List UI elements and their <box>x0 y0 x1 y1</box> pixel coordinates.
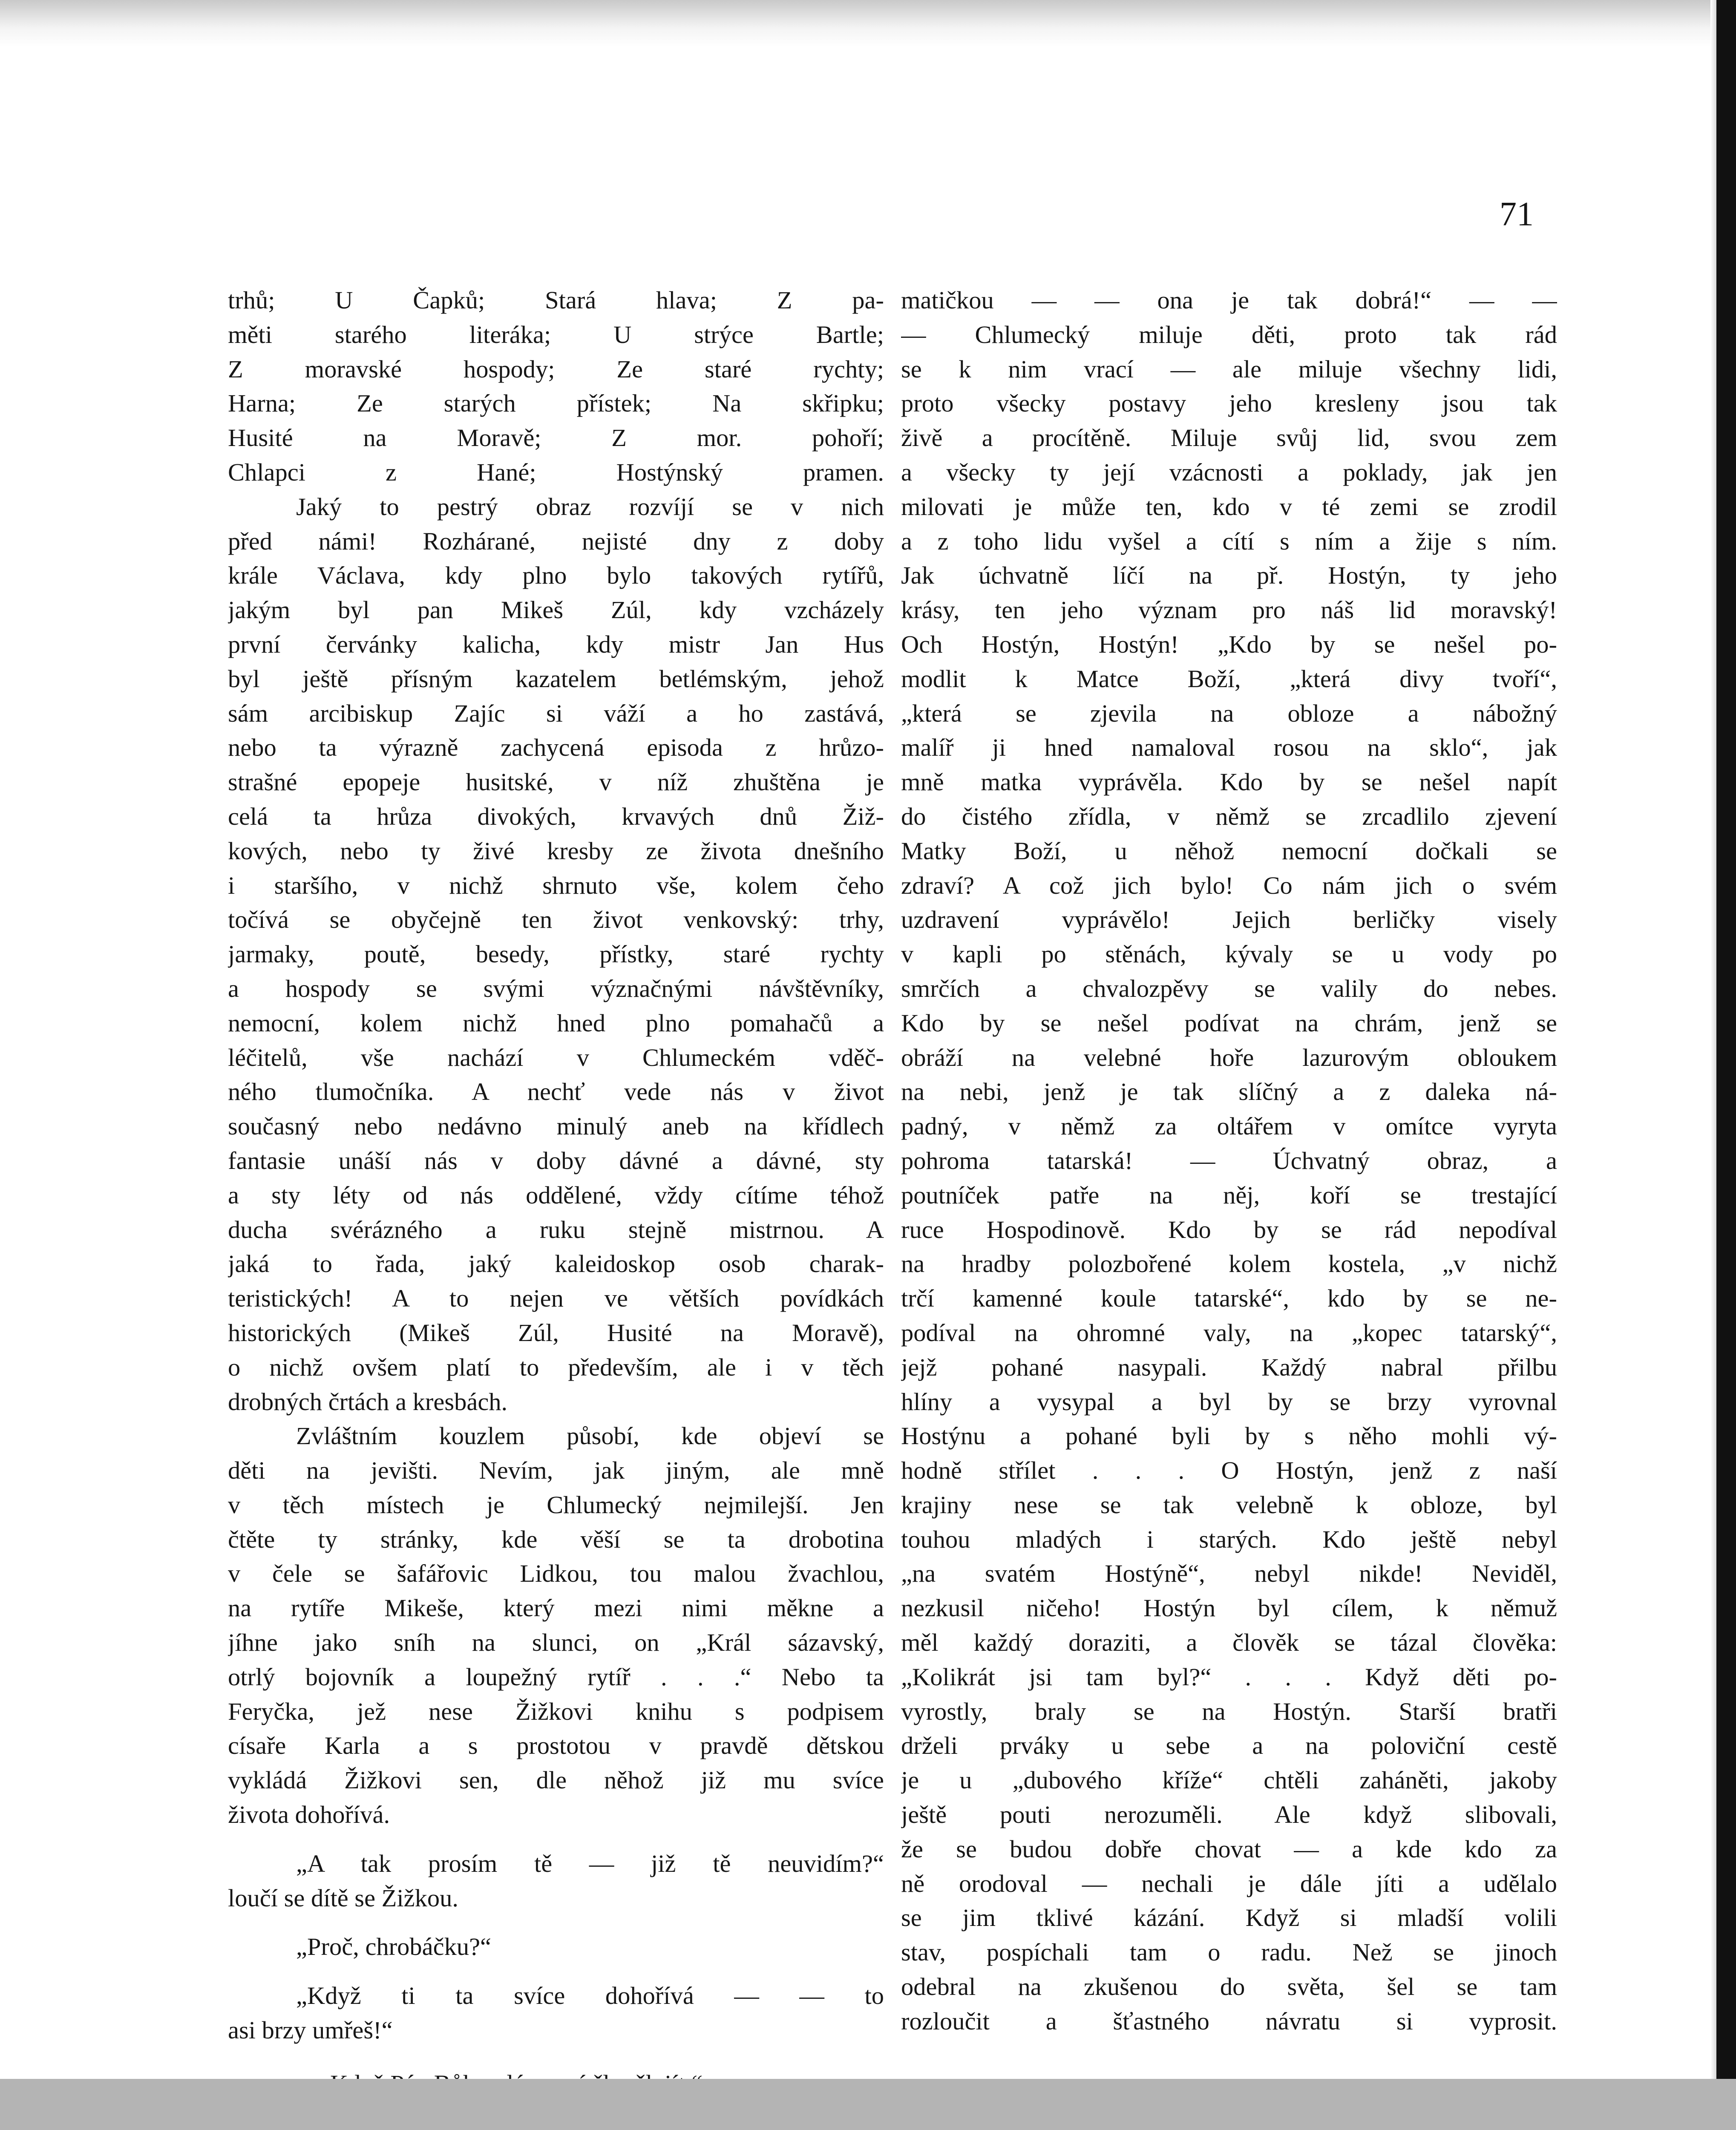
text-line: jejž pohané nasypali. Každý nabral přilbu <box>901 1353 1557 1381</box>
text-line: a hospody se svými význačnými návštěvníky, <box>228 974 884 1002</box>
text-line: „Když ti ta svíce dohořívá — — to <box>296 1982 884 2010</box>
text-line: krásy, ten jeho význam pro náš lid moravský! <box>901 596 1557 624</box>
text-line: čtěte ty stránky, kde věší se ta drobotina <box>228 1525 884 1553</box>
text-line: ně orodoval — nechali je dále jíti a udělalo <box>901 1869 1557 1897</box>
scan-right-edge <box>1716 0 1736 2079</box>
text-line: krajiny nese se tak velebně k obloze, byl <box>901 1491 1557 1519</box>
text-line: stav, pospíchali tam o radu. Než se jinoch <box>901 1938 1557 1966</box>
text-line: smrčích a chvalozpěvy se valily do nebes. <box>901 974 1557 1002</box>
text-line: hodně střílet . . . O Hostýn, jenž z naší <box>901 1456 1557 1485</box>
text-line: byl ještě přísným kazatelem betlémským, jehož <box>228 665 884 693</box>
text-line: současný nebo nedávno minulý aneb na křídlech <box>228 1112 884 1140</box>
text-line: i staršího, v nichž shrnuto vše, kolem čeho <box>228 871 884 899</box>
text-line: malíř ji hned namaloval rosou na sklo“, jak <box>901 734 1557 762</box>
text-line: — Chlumecký miluje děti, proto tak rád <box>901 320 1557 348</box>
text-line: nezkusil ničeho! Hostýn byl cílem, k němuž <box>901 1594 1557 1622</box>
text-line: drobných črtách a kresbách. <box>228 1387 508 1416</box>
left-text-column <box>228 283 884 2048</box>
text-line: proto všecky postavy jeho kresleny jsou tak <box>901 389 1557 417</box>
text-line: asi brzy umřeš!“ <box>228 2016 393 2044</box>
text-line: Kdo by se nešel podívat na chrám, jenž se <box>901 1009 1557 1037</box>
text-line: na rytíře Mikeše, který mezi nimi měkne a <box>228 1594 884 1622</box>
text-line: Matky Boží, u něhož nemocní dočkali se <box>901 837 1557 865</box>
text-line: Z moravské hospody; Ze staré rychty; <box>228 355 884 383</box>
text-line: loučí se dítě se Žižkou. <box>228 1884 458 1912</box>
text-line: milovati je může ten, kdo v té zemi se zrodil <box>901 492 1557 521</box>
text-line: před námi! Rozhárané, nejisté dny z doby <box>228 527 884 555</box>
text-line: na nebi, jenž je tak slíčný a z daleka ná- <box>901 1078 1557 1106</box>
text-line: nemocní, kolem nichž hned plno pomahačů a <box>228 1009 884 1037</box>
text-line: ducha svérázného a ruku stejně mistrnou. A <box>228 1215 884 1243</box>
text-line: rozloučit a šťastného návratu si vyprosit. <box>901 2007 1557 2035</box>
text-line: strašné epopeje husitské, v níž zhuštěna je <box>228 768 884 796</box>
text-line: na hradby polozbořené kolem kostela, „v nichž <box>901 1250 1557 1278</box>
text-line: touhou mladých i starých. Kdo ještě nebyl <box>901 1525 1557 1553</box>
text-line: ruce Hospodinově. Kdo by se rád nepodíval <box>901 1215 1557 1243</box>
text-line: nebo ta výrazně zachycená episoda z hrůzo- <box>228 734 884 762</box>
text-line: „Proč, chrobáčku?“ <box>296 1933 492 1961</box>
text-line: císaře Karla a s prostotou v pravdě dětskou <box>228 1732 884 1760</box>
text-line: života dohořívá. <box>228 1801 390 1829</box>
text-line: jíhne jako sníh na slunci, on „Král sázavský, <box>228 1629 884 1657</box>
text-line: ného tlumočníka. A nechť vede nás v život <box>228 1078 884 1106</box>
text-line: do čistého zřídla, v němž se zrcadlilo zjevení <box>901 802 1557 830</box>
text-line: obráží na velebné hoře lazurovým obloukem <box>901 1043 1557 1071</box>
scan-top-edge <box>0 0 1736 47</box>
text-line: jarmaky, poutě, besedy, přístky, staré rychty <box>228 940 884 968</box>
text-line: Hostýnu a pohané byli by s něho mohli vý- <box>901 1422 1557 1450</box>
text-line: odebral na zkušenou do světa, šel se tam <box>901 1973 1557 2001</box>
text-line: a všecky ty její vzácnosti a poklady, jak jen <box>901 458 1557 486</box>
text-line: měti starého literáka; U strýce Bartle; <box>228 320 884 348</box>
page-number: 71 <box>1500 196 1534 233</box>
text-line: fantasie unáší nás v doby dávné a dávné, sty <box>228 1146 884 1174</box>
text-line: měl každý doraziti, a člověk se tázal člověka: <box>901 1629 1557 1657</box>
text-line: vykládá Žižkovi sen, dle něhož již mu svíce <box>228 1766 884 1794</box>
text-line: „Kolikrát jsi tam byl?“ . . . Když děti po- <box>901 1663 1557 1691</box>
text-line: Harna; Ze starých přístek; Na skřipku; <box>228 389 884 417</box>
text-line: ještě pouti nerozuměli. Ale když slibovali, <box>901 1801 1557 1829</box>
text-line: trčí kamenné koule tatarské“, kdo by se ne- <box>901 1284 1557 1313</box>
right-text-column <box>901 283 1557 2039</box>
text-line: sám arcibiskup Zajíc si váží a ho zastává, <box>228 699 884 727</box>
text-line: jaká to řada, jaký kaleidoskop osob charak- <box>228 1250 884 1278</box>
text-line: zdraví? A což jich bylo! Co nám jich o svém <box>901 871 1557 899</box>
text-line: točívá se obyčejně ten život venkovský: trhy, <box>228 906 884 934</box>
text-line: „A tak prosím tě — již tě neuvidím?“ <box>296 1849 884 1877</box>
text-line: Zvláštním kouzlem působí, kde objeví se <box>296 1422 884 1450</box>
text-line: je u „dubového kříže“ chtěli zaháněti, jakoby <box>901 1766 1557 1794</box>
text-line: poutníček patře na něj, koří se trestající <box>901 1181 1557 1209</box>
text-line: Och Hostýn, Hostýn! „Kdo by se nešel po- <box>901 630 1557 658</box>
scan-gray-backdrop <box>0 2079 1736 2130</box>
text-line: uzdravení vyprávělo! Jejich berličky visely <box>901 906 1557 934</box>
text-line: vyrostly, braly se na Hostýn. Starší bratři <box>901 1697 1557 1725</box>
text-line: krále Václava, kdy plno bylo takových rytířů, <box>228 561 884 590</box>
text-line: se jim tklivé kázání. Když si mladší volili <box>901 1904 1557 1932</box>
text-line: „na svatém Hostýně“, nebyl nikde! Neviděl, <box>901 1560 1557 1588</box>
text-line: Husité na Moravě; Z mor. pohoří; <box>228 424 884 452</box>
text-line: o nichž ovšem platí to především, ale i v těch <box>228 1353 884 1381</box>
text-line: a z toho lidu vyšel a cítí s ním a žije s ním. <box>901 527 1557 555</box>
text-line: historických (Mikeš Zúl, Husité na Moravě), <box>228 1318 884 1347</box>
text-line: v kapli po stěnách, kývaly se u vody po <box>901 940 1557 968</box>
text-line: pohroma tatarská! — Úchvatný obraz, a <box>901 1146 1557 1174</box>
text-line: mně matka vyprávěla. Kdo by se nešel napít <box>901 768 1557 796</box>
text-line: podíval na ohromné valy, na „kopec tatarský“, <box>901 1318 1557 1347</box>
text-line: Jak úchvatně líčí na př. Hostýn, ty jeho <box>901 561 1557 590</box>
text-line: padný, v němž za oltářem v omítce vyryta <box>901 1112 1557 1140</box>
text-line: děti na jevišti. Nevím, jak jiným, ale mně <box>228 1456 884 1485</box>
text-line: že se budou dobře chovat — a kde kdo za <box>901 1835 1557 1863</box>
text-line: živě a procítěně. Miluje svůj lid, svou zem <box>901 424 1557 452</box>
scan-right-edge-shadow <box>1710 0 1716 2079</box>
text-line: a sty léty od nás oddělené, vždy cítíme téhož <box>228 1181 884 1209</box>
text-line: drželi prváky u sebe a na poloviční cestě <box>901 1732 1557 1760</box>
text-line: Feryčka, jež nese Žižkovi knihu s podpisem <box>228 1697 884 1725</box>
text-line: hlíny a vysypal a byl by se brzy vyrovnal <box>901 1387 1557 1416</box>
text-line: trhů; U Čapků; Stará hlava; Z pa- <box>228 286 884 314</box>
text-line: v čele se šafářovic Lidkou, tou malou žvachlou, <box>228 1560 884 1588</box>
text-line: modlit k Matce Boží, „která divy tvoří“, <box>901 665 1557 693</box>
text-line: první červánky kalicha, kdy mistr Jan Hus <box>228 630 884 658</box>
text-line: Jaký to pestrý obraz rozvíjí se v nich <box>296 492 884 521</box>
text-line: léčitelů, vše nachází v Chlumeckém vděč- <box>228 1043 884 1071</box>
text-line: otrlý bojovník a loupežný rytíř . . .“ Nebo ta <box>228 1663 884 1691</box>
text-line: „která se zjevila na obloze a nábožný <box>901 699 1557 727</box>
text-line: v těch místech je Chlumecký nejmilejší. Jen <box>228 1491 884 1519</box>
text-line: celá ta hrůza divokých, krvavých dnů Žiž- <box>228 802 884 830</box>
text-line: jakým byl pan Mikeš Zúl, kdy vzcházely <box>228 596 884 624</box>
text-line: Chlapci z Hané; Hostýnský pramen. <box>228 458 884 486</box>
text-line: kových, nebo ty živé kresby ze života dnešního <box>228 837 884 865</box>
text-line: teristických! A to nejen ve větších povídkách <box>228 1284 884 1313</box>
text-line: matičkou — — ona je tak dobrá!“ — — <box>901 286 1557 314</box>
text-line: se k nim vrací — ale miluje všechny lidi, <box>901 355 1557 383</box>
